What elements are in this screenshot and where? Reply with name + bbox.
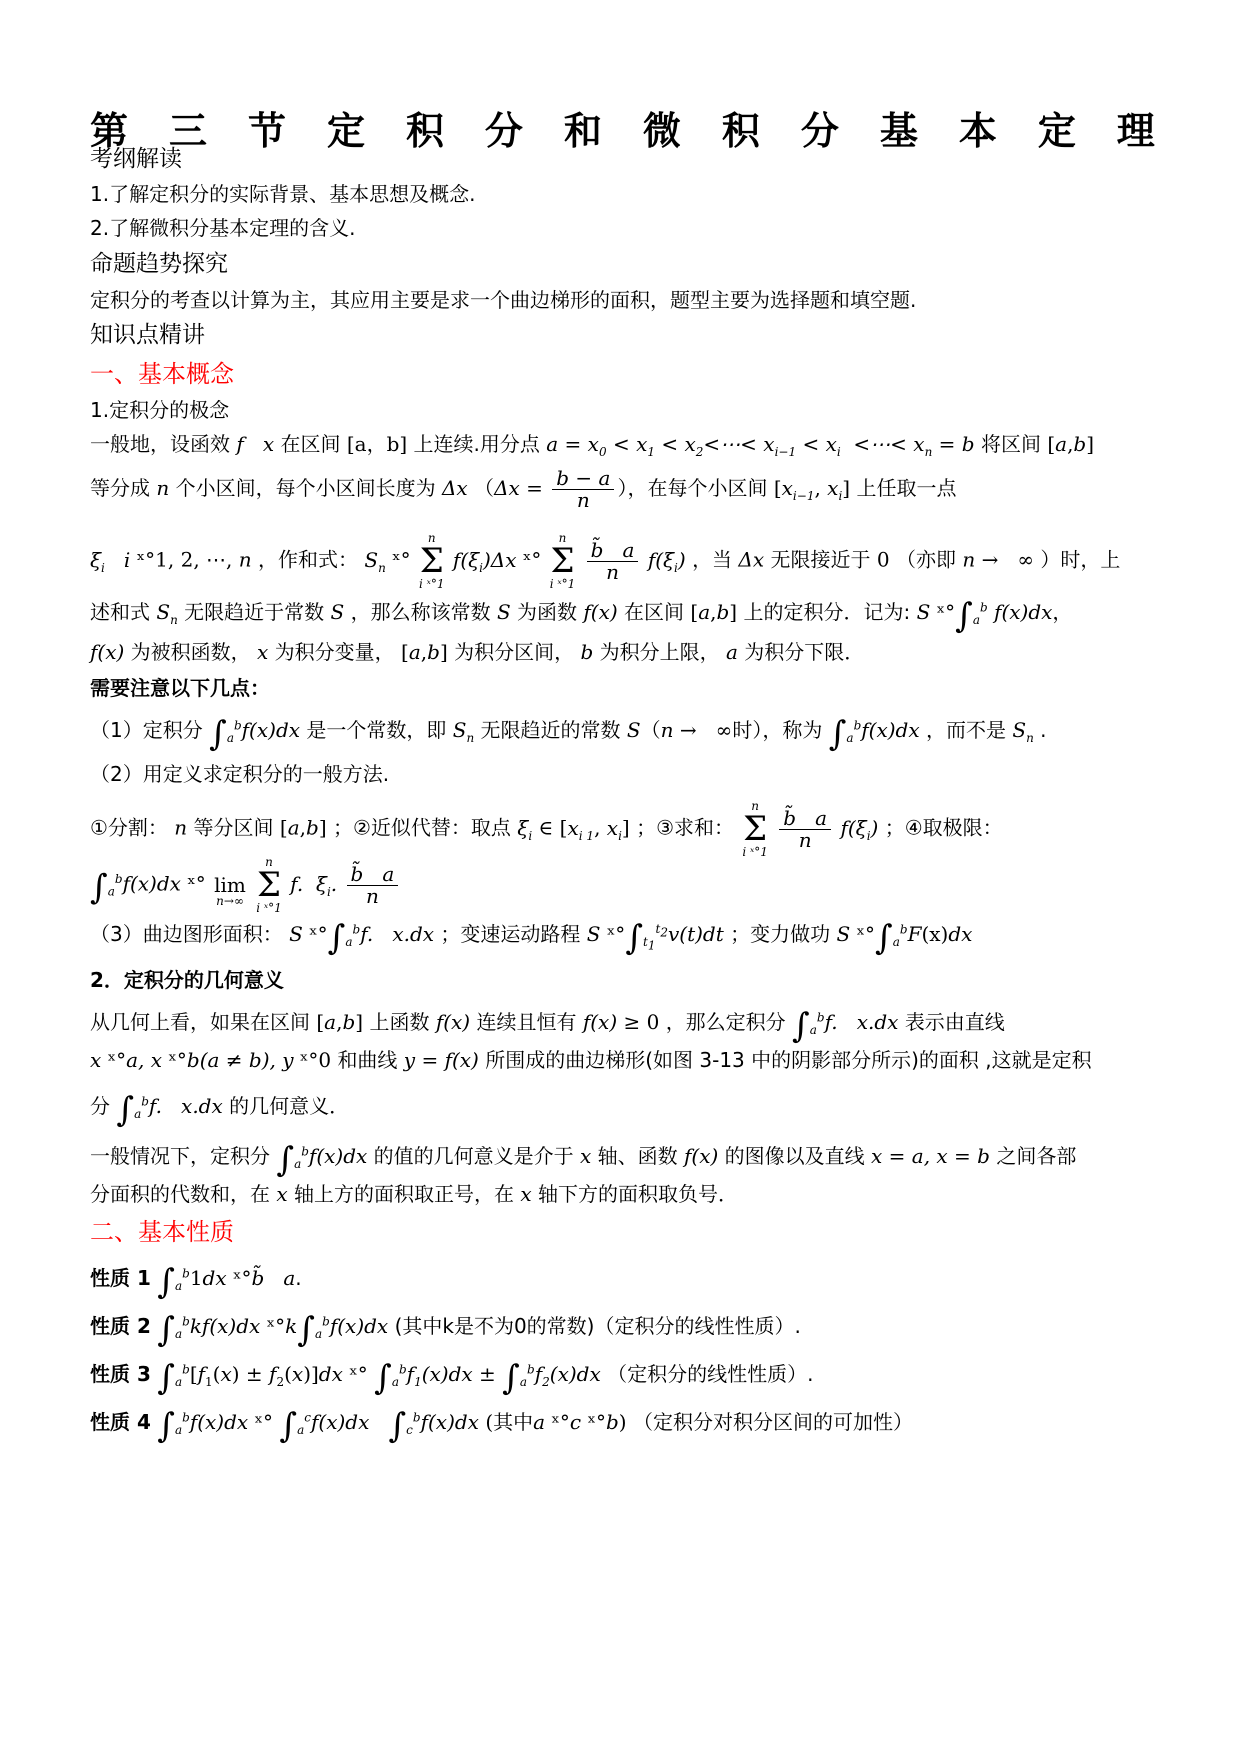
note-heading: 需要注意以下几点： bbox=[90, 676, 270, 700]
definition-line-4: 述和式 $S_n$ 无限趋近于常数 S ，那么称该常数 S 为函数 f(x) 在区间 [a,b] 上的定积分．记为: S $ˣ^\circ\int_a^b$ f(x)dx， bbox=[90, 596, 1073, 636]
property-3: 性质 3 $\int_a^b[f_1(x) \pm f_2(x)]dx$ ˣ° $\int_a^bf_1(x)dx \pm \int_a^bf_2(x)dx$ （定积分的线性性质）. bbox=[90, 1358, 814, 1398]
title-char: 理 bbox=[1116, 109, 1155, 153]
note-1: （1）定积分 $\int_a^bf(x)dx$ 是一个常数，即 $S_n$ 无限趋近的常数 S（n → ∞时），称为 $\int_a^bf(x)dx$ ，而不是 $S_n$ . bbox=[90, 714, 1047, 754]
title-char: 基 bbox=[879, 109, 918, 153]
note-2-steps: ①分割： n 等分区间 [a,b] ；②近似代替：取点 $\xi_i$ ∈ [$x_{i 1}$, $x_i$] ；③求和： n Σ i ˣ°1 $\frac{b̃ a}{n}$ $f(\xi_i)$ ；④取极限： bbox=[90, 799, 1003, 859]
title-char: 积 bbox=[405, 109, 444, 153]
property-1: 性质 1 $\int_a^b1dx$ ˣ°b̃ a. bbox=[90, 1262, 302, 1302]
title-char: 分 bbox=[484, 109, 523, 153]
definition-line-5: f(x) 为被积函数， x 为积分变量， [a,b] 为积分区间， b 为积分上限， a 为积分下限． bbox=[90, 640, 865, 664]
knowledge-heading: 知识点精讲 bbox=[90, 322, 205, 348]
title-char: 微 bbox=[642, 109, 681, 153]
outline-item-2: 2.了解微积分基本定理的含义. bbox=[90, 216, 356, 240]
section-heading-2: 二、基本性质 bbox=[90, 1218, 234, 1246]
title-char: 节 bbox=[247, 109, 286, 153]
definition-line-3: $\xi_i$ i ˣ°1, 2, ⋯, n ，作和式： $S_n$ ˣ° n Σ i ˣ°1 $f(\xi_i)\Delta x$ ˣ° n Σ i ˣ°1 $\frac{b̃ a}{n}$ $f(\xi_i)$ ，当 Δx 无限接近于 0 （亦即 n → ∞ ）时，上 bbox=[90, 531, 1121, 591]
title-char: 本 bbox=[958, 109, 997, 153]
geometry-line-5: 分面积的代数和，在 x 轴上方的面积取正号，在 x 轴下方的面积取负号． bbox=[90, 1182, 738, 1206]
note-2: （2）用定义求定积分的一般方法. bbox=[90, 762, 390, 786]
subsection-heading-2: 2．定积分的几何意义 bbox=[90, 968, 284, 992]
title-char: 分 bbox=[800, 109, 839, 153]
geometry-line-2: x ˣ°a, x ˣ°b(a ≠ b), y ˣ°0 和曲线 y = f(x) 所围成的曲边梯形(如图 3-13 中的阴影部分所示)的面积 ,这就是定积 bbox=[90, 1048, 1092, 1072]
title-char: 定 bbox=[326, 109, 365, 153]
outline-heading: 考纲解读 bbox=[90, 146, 182, 172]
note-3: （3）曲边图形面积： S $ˣ^\circ\int_a^bf$. x.dx ；变速运动路程 S $ˣ^\circ\int_{t_1}^{t_2}v(t)dt$ ；变力做功 S $ˣ^\circ\int_a^bF(x)dx$ bbox=[90, 918, 973, 958]
title-char: 第 bbox=[90, 109, 129, 153]
outline-item-1: 1.了解定积分的实际背景、基本思想及概念. bbox=[90, 182, 476, 206]
property-4: 性质 4 $\int_a^bf(x)dx$ ˣ° $\int_a^cf(x)dx$ $\int_c^bf(x)dx$ (其中a ˣ°c ˣ°b) （定积分对积分区间的可加性） bbox=[90, 1406, 913, 1446]
trend-heading: 命题趋势探究 bbox=[90, 251, 228, 277]
geometry-line-1: 从几何上看，如果在区间 [a,b] 上函数 f(x) 连续且恒有 f(x) ≥ 0 ，那么定积分 $\int_a^bf$. x.dx 表示由直线 bbox=[90, 1006, 1005, 1046]
geometry-line-3: 分 $\int_a^bf$. x.dx 的几何意义． bbox=[90, 1090, 350, 1130]
title-char: 三 bbox=[168, 109, 207, 153]
definition-line-1: 一般地，设函效 f x 在区间 [a，b] 上连续.用分点 $a = x_0 < x_1$ < $x_2<\cdots< x_{i-1} < x_i$ <⋯< $x_n = b$ 将区间 [a,b] bbox=[90, 432, 1095, 459]
title-char: 和 bbox=[563, 109, 602, 153]
page-title bbox=[90, 100, 1155, 155]
section-heading-1: 一、基本概念 bbox=[90, 360, 234, 388]
trend-text: 定积分的考查以计算为主，其应用主要是求一个曲边梯形的面积，题型主要为选择题和填空题. bbox=[90, 288, 917, 312]
subsection-heading-1: 1.定积分的极念 bbox=[90, 398, 230, 422]
definition-line-2: 等分成 n 个小区间，每个小区间长度为 Δx （Δx = $\frac{b - a}{n}$ ），在每个小区间 [$x_{i-1}$, $x_i$] 上任取一点 bbox=[90, 466, 957, 512]
note-2-limit: $\int_a^bf(x)dx$ ˣ° lim n→∞ n Σ i ˣ°1 f. $\xi_i$. $\frac{b̃ a}{n}$ bbox=[90, 856, 401, 914]
title-char: 积 bbox=[721, 109, 760, 153]
property-2: 性质 2 $\int_a^bkf(x)dx$ $ˣ^\circ k\int_a^bf(x)dx$ (其中k是不为0的常数)（定积分的线性性质）. bbox=[90, 1310, 801, 1350]
title-char: 定 bbox=[1037, 109, 1076, 153]
geometry-line-4: 一般情况下，定积分 $\int_a^bf(x)dx$ 的值的几何意义是介于 x 轴、函数 f(x) 的图像以及直线 x = a, x = b 之间各部 bbox=[90, 1140, 1077, 1180]
